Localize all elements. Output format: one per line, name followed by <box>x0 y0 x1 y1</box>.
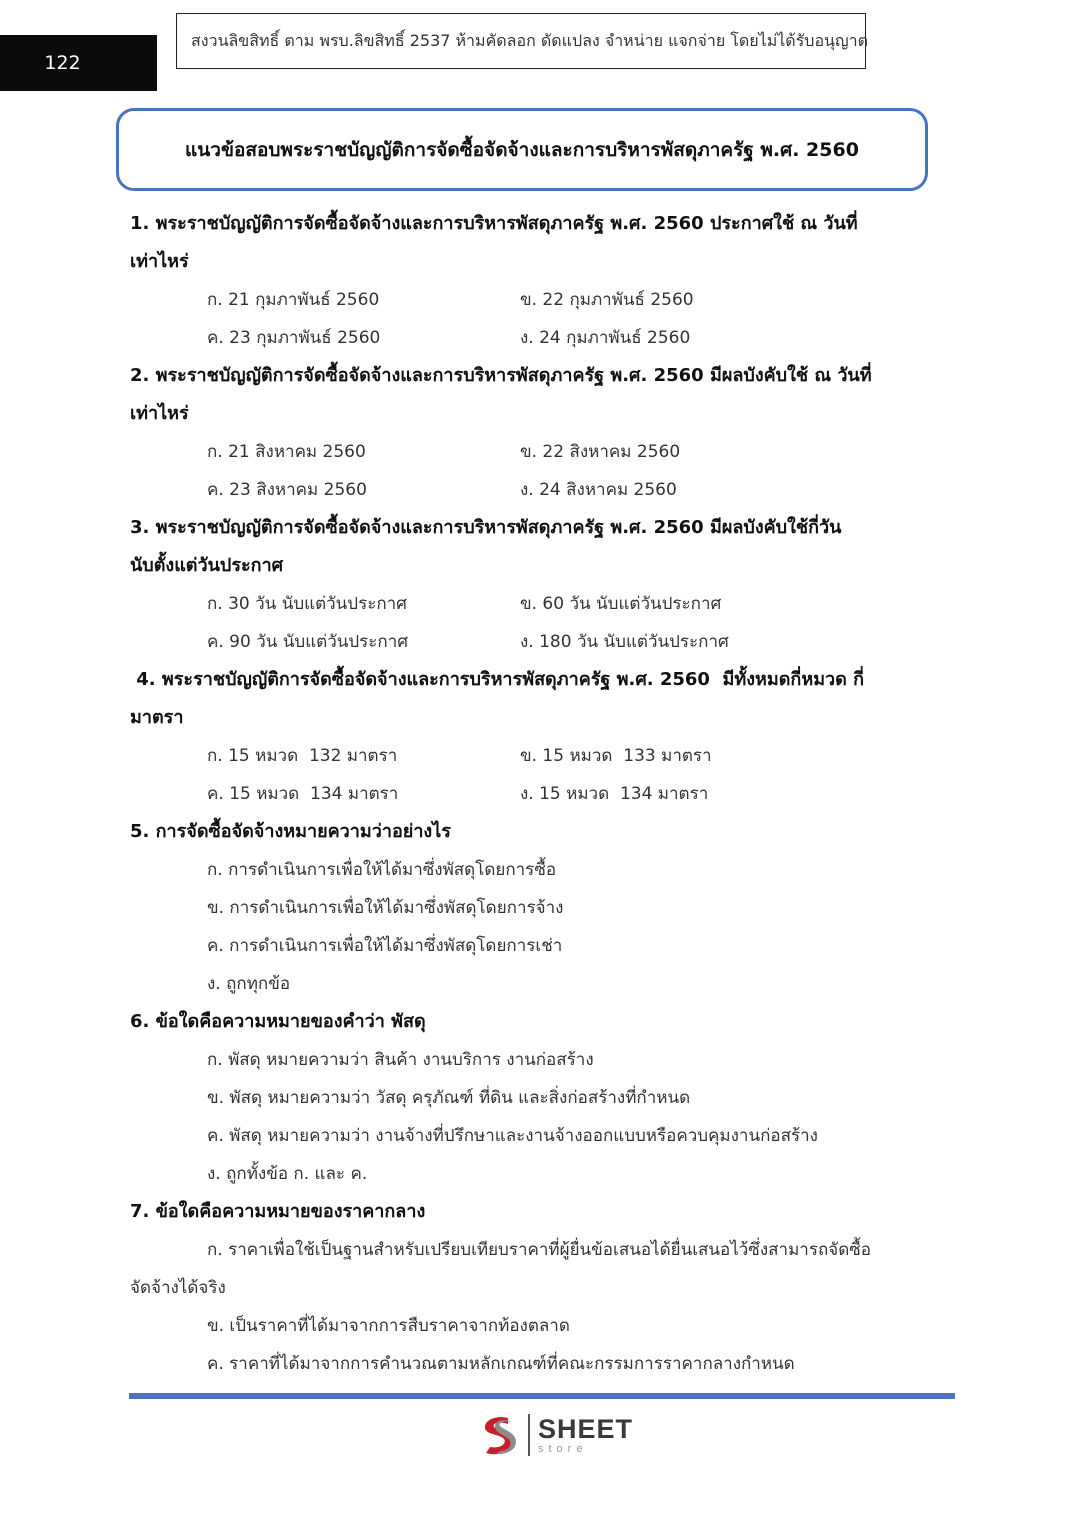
options-row <box>130 433 920 471</box>
option-c: ค. 15 หมวด 134 มาตรา <box>207 784 399 804</box>
option-d: ง. 24 สิงหาคม 2560 <box>520 480 677 500</box>
option-d: ง. ถูกทุกข้อ <box>207 974 291 994</box>
question-text: 4. พระราชบัญญัติการจัดซื้อจัดจ้างและการบริหารพัสดุภาครัฐ พ.ศ. 2560 มีทั้งหมดกี่หมวด กี่ <box>130 669 865 690</box>
question-3 <box>130 509 920 661</box>
page-number: 122 <box>44 52 81 74</box>
option-b: ข. พัสดุ หมายความว่า วัสดุ ครุภัณฑ์ ที่ดิน และสิ่งก่อสร้างที่กำหนด <box>207 1088 691 1108</box>
options-row <box>130 775 920 813</box>
option-c: ค. 90 วัน นับแต่วันประกาศ <box>207 632 409 652</box>
options-row <box>130 319 920 357</box>
question-6 <box>130 1003 920 1193</box>
option-c: ค. 23 กุมภาพันธ์ 2560 <box>207 328 381 348</box>
option-a-continued: จัดจ้างได้จริง <box>130 1278 226 1298</box>
page-title: แนวข้อสอบพระราชบัญญัติการจัดซื้อจัดจ้างและการบริหารพัสดุภาครัฐ พ.ศ. 2560 <box>185 138 859 161</box>
question-text-continued: มาตรา <box>130 707 184 728</box>
question-4 <box>130 661 920 813</box>
copyright-text: สงวนลิขสิทธิ์ ตาม พรบ.ลิขสิทธิ์ 2537 ห้ามคัดลอก ดัดแปลง จำหน่าย แจกจ่าย โดยไม่ได้รับอนุญาต <box>191 30 868 50</box>
question-text: 6. ข้อใดคือความหมายของคำว่า พัสดุ <box>130 1011 426 1032</box>
question-text: 3. พระราชบัญญัติการจัดซื้อจัดจ้างและการบริหารพัสดุภาครัฐ พ.ศ. 2560 มีผลบังคับใช้กี่วัน <box>130 517 842 538</box>
option-b: ข. 22 สิงหาคม 2560 <box>520 442 681 462</box>
option-a: ก. การดำเนินการเพื่อให้ได้มาซึ่งพัสดุโดยการซื้อ <box>207 860 557 880</box>
options-row <box>130 281 920 319</box>
question-1 <box>130 205 920 357</box>
logo-separator <box>528 1414 530 1456</box>
option-c: ค. ราคาที่ได้มาจากการคำนวณตามหลักเกณฑ์ที่คณะกรรมการราคากลางกำหนด <box>207 1354 795 1374</box>
option-d: ง. ถูกทั้งข้อ ก. และ ค. <box>207 1164 368 1184</box>
sheet-store-logo <box>476 1410 633 1460</box>
question-text-continued: เท่าไหร่ <box>130 403 189 424</box>
question-2 <box>130 357 920 509</box>
option-c: ค. พัสดุ หมายความว่า งานจ้างที่ปรึกษาและงานจ้างออกแบบหรือควบคุมงานก่อสร้าง <box>207 1126 818 1146</box>
logo-wordmark: SHEET <box>538 1413 634 1444</box>
option-a: ก. 30 วัน นับแต่วันประกาศ <box>207 594 407 614</box>
option-b: ข. การดำเนินการเพื่อให้ได้มาซึ่งพัสดุโดยการจ้าง <box>207 898 564 918</box>
options-row <box>130 471 920 509</box>
title-box <box>116 108 928 191</box>
option-a: ก. 21 กุมภาพันธ์ 2560 <box>207 290 380 310</box>
option-b: ข. 15 หมวด 133 มาตรา <box>520 746 712 766</box>
options-row <box>130 623 920 661</box>
option-a: ก. 21 สิงหาคม 2560 <box>207 442 366 462</box>
question-text-continued: นับตั้งแต่วันประกาศ <box>130 555 284 576</box>
questions-list <box>130 205 920 1383</box>
question-text: 2. พระราชบัญญัติการจัดซื้อจัดจ้างและการบริหารพัสดุภาครัฐ พ.ศ. 2560 มีผลบังคับใช้ ณ วันที่ <box>130 365 872 386</box>
option-b: ข. 60 วัน นับแต่วันประกาศ <box>520 594 722 614</box>
copyright-notice <box>176 13 866 69</box>
option-c: ค. 23 สิงหาคม 2560 <box>207 480 367 500</box>
question-text: 5. การจัดซื้อจัดจ้างหมายความว่าอย่างไร <box>130 821 451 842</box>
option-d: ง. 24 กุมภาพันธ์ 2560 <box>520 328 691 348</box>
options-row <box>130 737 920 775</box>
question-text: 1. พระราชบัญญัติการจัดซื้อจัดจ้างและการบริหารพัสดุภาครัฐ พ.ศ. 2560 ประกาศใช้ ณ วันที่ <box>130 213 858 234</box>
option-a: ก. 15 หมวด 132 มาตรา <box>207 746 398 766</box>
sheet-store-s-icon <box>476 1412 522 1458</box>
option-b: ข. เป็นราคาที่ได้มาจากการสืบราคาจากท้องตลาด <box>207 1316 570 1336</box>
option-a: ก. พัสดุ หมายความว่า สินค้า งานบริการ งานก่อสร้าง <box>207 1050 594 1070</box>
question-text-continued: เท่าไหร่ <box>130 251 189 272</box>
logo-subtext: store <box>538 1442 588 1455</box>
question-text: 7. ข้อใดคือความหมายของราคากลาง <box>130 1201 426 1222</box>
option-c: ค. การดำเนินการเพื่อให้ได้มาซึ่งพัสดุโดยการเช่า <box>207 936 563 956</box>
option-b: ข. 22 กุมภาพันธ์ 2560 <box>520 290 694 310</box>
page-number-tab <box>0 35 157 91</box>
option-a: ก. ราคาเพื่อใช้เป็นฐานสำหรับเปรียบเทียบราคาที่ผู้ยื่นข้อเสนอได้ยื่นเสนอไว้ซึ่งสามารถจัดซื้อ <box>207 1240 871 1260</box>
question-7 <box>130 1193 920 1383</box>
question-5 <box>130 813 920 1003</box>
options-row <box>130 585 920 623</box>
option-d: ง. 15 หมวด 134 มาตรา <box>520 784 709 804</box>
footer-divider <box>129 1393 955 1399</box>
option-d: ง. 180 วัน นับแต่วันประกาศ <box>520 632 729 652</box>
